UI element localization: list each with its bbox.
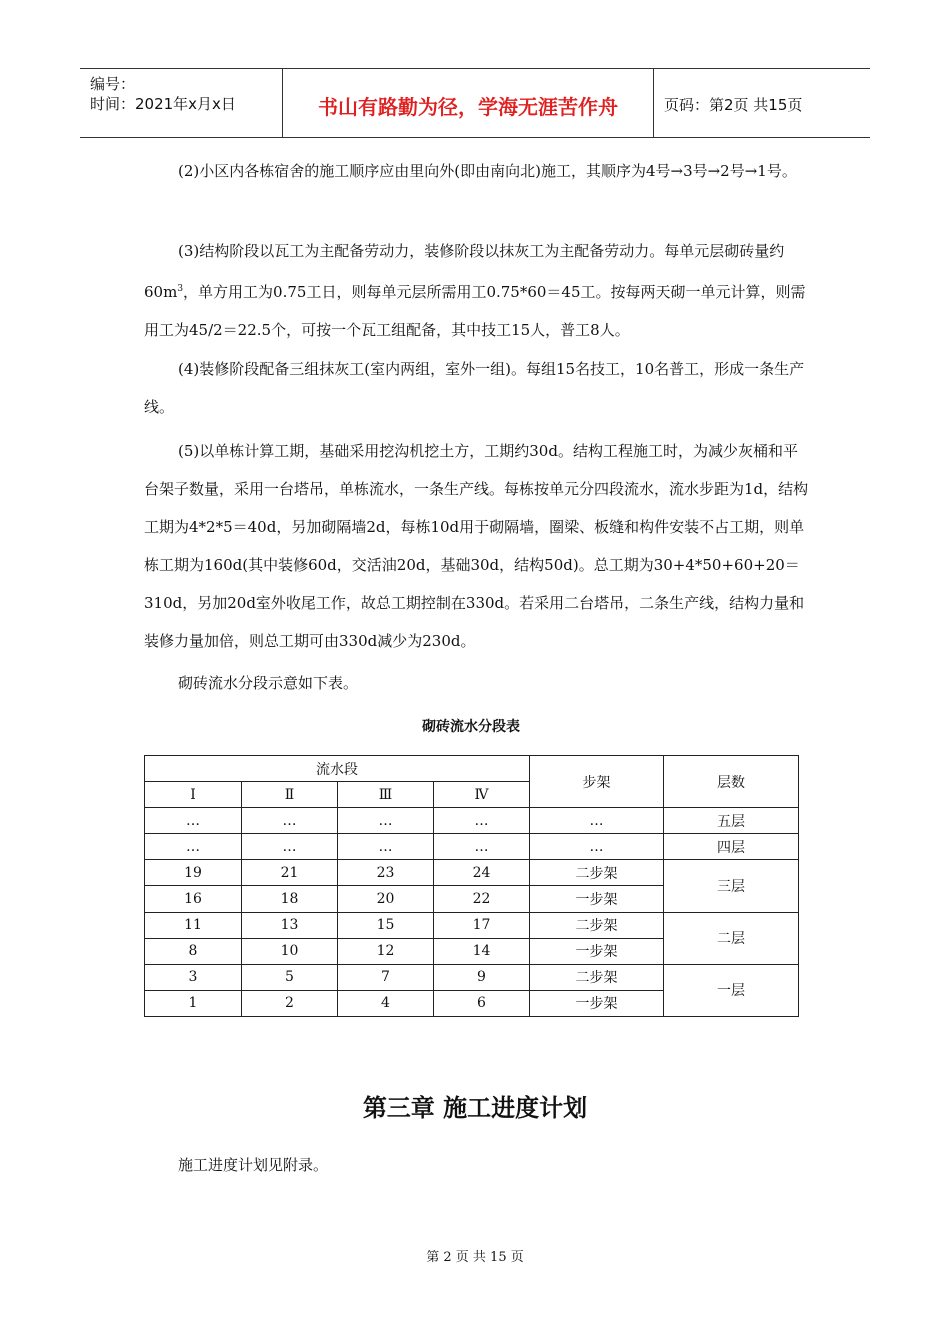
segment-header-3: Ⅲ: [338, 782, 434, 808]
paragraph-4: (4)装修阶段配备三组抹灰工(室内两组，室外一组)。每组15名技工，10名普工，形成一条生产线。: [144, 360, 805, 416]
chapter-title: 第三章 施工进度计划: [362, 1094, 588, 1122]
table-row: [145, 808, 799, 834]
table-cell: …: [242, 834, 338, 860]
header-page-cell: [654, 69, 870, 137]
floor-cell: 五层: [664, 808, 799, 834]
segment-header-1: Ⅰ: [145, 782, 242, 808]
table-cell: 15: [338, 912, 434, 938]
step-cell: …: [530, 834, 664, 860]
page-footer: 第 2 页 共 15 页: [426, 1250, 524, 1265]
table-header-row: [145, 756, 799, 782]
header-meta-cell: [80, 69, 283, 137]
table-cell: …: [338, 808, 434, 834]
motto: 书山有路勤为径，学海无涯苦作舟: [318, 95, 618, 119]
table-cell: 3: [145, 964, 242, 990]
page-number-label: 页码：第2页 共15页: [664, 96, 803, 114]
flow-segment-header: 流水段: [145, 756, 530, 782]
table-cell: 2: [242, 990, 338, 1016]
flow-segment-table: [144, 755, 799, 1017]
step-cell: 二步架: [530, 912, 664, 938]
step-cell: 二步架: [530, 860, 664, 886]
table-cell: 21: [242, 860, 338, 886]
floor-cell: 四层: [664, 834, 799, 860]
floor-cell: 二层: [664, 912, 799, 964]
table-cell: …: [242, 808, 338, 834]
paragraph-3-text-b: ，单方用工为0.75工日，则每单元层所需用工0.75*60＝45工。按每两天砌一单元计算，则需用工为45/2＝22.5个，可按一个瓦工组配备，其中技工15人，普工8人。: [144, 283, 806, 339]
paragraph-3-text-a: (3)结构阶段以瓦工为主配备劳动力，装修阶段以抹灰工为主配备劳动力。每单元层砌砖量约60m: [144, 242, 785, 301]
table-cell: 13: [242, 912, 338, 938]
step-header: 步架: [530, 756, 664, 808]
table-cell: 17: [434, 912, 530, 938]
table-row: [145, 860, 799, 886]
date-label: 时间：2021年x月x日: [90, 95, 236, 113]
floor-cell: 一层: [664, 964, 799, 1016]
table-row: [145, 834, 799, 860]
paragraph-5: (5)以单栋计算工期，基础采用挖沟机挖土方，工期约30d。结构工程施工时，为减少灰桶和平台架子数量，采用一台塔吊，单栋流水，一条生产线。每栋按单元分四段流水，流水步距为1d，结构工期为4*2*5＝40d，另加砌隔墙2d，每栋10d用于砌隔墙，圈梁、板缝和构件安装不占工期，则单栋工期为160d(其中装修60d，交活油20d，基础30d，结构50d)。总工期为30+4*50+60+20＝310d，另加20d室外收尾工作，故总工期控制在330d。若采用二台塔吊，二条生产线，结构力量和装修力量加倍，则总工期可由330d减少为230d。: [144, 442, 809, 650]
step-cell: …: [530, 808, 664, 834]
segment-header-4: Ⅳ: [434, 782, 530, 808]
table-cell: 5: [242, 964, 338, 990]
table-cell: 9: [434, 964, 530, 990]
floor-header: 层数: [664, 756, 799, 808]
table-cell: …: [338, 834, 434, 860]
table-cell: 12: [338, 938, 434, 964]
page-header: [80, 68, 870, 138]
table-cell: 23: [338, 860, 434, 886]
table-cell: 6: [434, 990, 530, 1016]
table-cell: 18: [242, 886, 338, 912]
table-cell: 20: [338, 886, 434, 912]
table-row: [145, 964, 799, 990]
floor-cell: 三层: [664, 860, 799, 912]
table-caption: 砌砖流水分段表: [422, 719, 520, 735]
chapter-body: 施工进度计划见附录。: [178, 1156, 329, 1174]
header-motto-cell: [283, 69, 654, 137]
table-cell: …: [434, 808, 530, 834]
table-cell: 4: [338, 990, 434, 1016]
table-cell: …: [145, 808, 242, 834]
table-cell: 16: [145, 886, 242, 912]
table-cell: 1: [145, 990, 242, 1016]
step-cell: 一步架: [530, 938, 664, 964]
table-cell: …: [434, 834, 530, 860]
step-cell: 一步架: [530, 886, 664, 912]
table-cell: 14: [434, 938, 530, 964]
step-cell: 一步架: [530, 990, 664, 1016]
paragraph-2: (2)小区内各栋宿舍的施工顺序应由里向外(即由南向北)施工，其顺序为4号→3号→2号→1号。: [178, 162, 797, 180]
table-cell: 11: [145, 912, 242, 938]
table-row: [145, 912, 799, 938]
paragraph-3-superscript: 3: [177, 284, 184, 294]
segment-header-2: Ⅱ: [242, 782, 338, 808]
step-cell: 二步架: [530, 964, 664, 990]
paragraph-6: 砌砖流水分段示意如下表。: [178, 674, 359, 692]
table-cell: 22: [434, 886, 530, 912]
table-cell: 19: [145, 860, 242, 886]
table-cell: 8: [145, 938, 242, 964]
table-cell: 10: [242, 938, 338, 964]
code-label: 编号：: [90, 75, 136, 93]
table-cell: 7: [338, 964, 434, 990]
paragraph-3: [144, 232, 809, 349]
table-cell: …: [145, 834, 242, 860]
table-cell: 24: [434, 860, 530, 886]
